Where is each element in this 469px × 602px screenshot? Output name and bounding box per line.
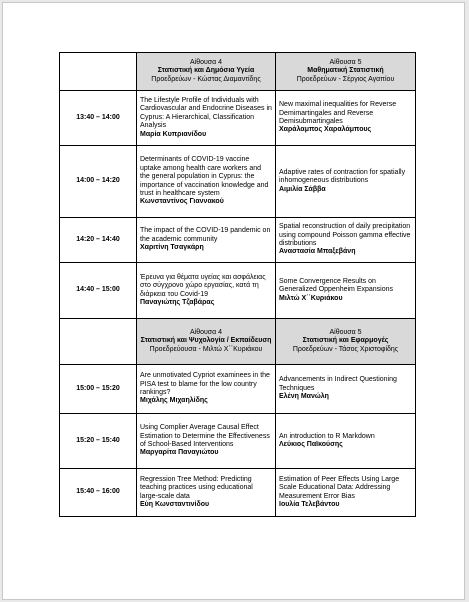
talk-author: Μιλτώ Χ΄΄Κυριάκου — [279, 294, 343, 302]
talk-row — [60, 146, 416, 218]
talk-title: The Lifestyle Profile of Individuals with Cardiovascular and Endocrine Diseases in Cyprus: A Hierarchical, Classification Analysis — [140, 96, 272, 130]
hall-name: Αίθουσα 4 — [189, 58, 223, 66]
hall-name: Αίθουσα 5 — [329, 328, 362, 336]
talk-title: New maximal inequalities for Reverse Demimartingales and Reverse Demisubmartingales — [279, 101, 397, 125]
talk-author: Αιμιλία Σάββα — [279, 185, 326, 193]
hall-name: Αίθουσα 4 — [189, 328, 223, 336]
talk-title: Regression Tree Method: Predicting teaching practices using educational large-scale data — [140, 475, 253, 500]
document-page — [2, 2, 465, 600]
talk-title: Spatial reconstruction of daily precipitation using compound Poisson gamma effective distributions — [279, 223, 411, 247]
talk-author: Χαράλαμπος Χαραλάμπους — [279, 126, 372, 134]
session-header-row — [60, 53, 416, 91]
talk-title: Determinants of COVID-19 vaccine uptake among health care workers and the general population in Cyprus: the importance of vaccination knowledge and trust in healthcare system — [140, 156, 269, 197]
time-slot: 15:00 – 15:20 — [60, 365, 137, 414]
session-topic: Στατιστική και Δημόσια Υγεία — [157, 67, 255, 75]
talk-author: Μαρία Κυπριανίδου — [140, 130, 207, 138]
talk-cell-left — [137, 469, 276, 517]
schedule-table — [59, 52, 416, 517]
talk-cell-right — [276, 218, 416, 263]
talk-cell-left — [137, 263, 276, 319]
talk-author: Λεύκιος Παϊκούσης — [279, 441, 343, 448]
time-header-cell — [60, 53, 137, 91]
talk-cell-right — [276, 365, 416, 414]
talk-cell-right — [276, 469, 416, 517]
talk-title: Έρευνα για θέματα υγείας και ασφάλειας στο σύγχρονο χώρο εργασίας, κατά τη διάρκεια του Covid-19 — [140, 273, 266, 298]
talk-cell-left — [137, 218, 276, 263]
time-slot: 14:40 – 15:00 — [60, 263, 137, 319]
hall-header-right — [276, 53, 416, 91]
time-slot: 14:00 – 14:20 — [60, 146, 137, 218]
time-header-cell — [60, 319, 137, 365]
time-slot: 15:20 – 15:40 — [60, 414, 137, 469]
talk-row — [60, 365, 416, 414]
talk-author: Παναγιώτης Τζαβάρας — [140, 298, 215, 306]
talk-title: Estimation of Peer Effects Using Large Scale Educational Data: Addressing Measurement Error Bias — [279, 475, 400, 500]
time-slot: 13:40 – 14:00 — [60, 91, 137, 146]
time-slot: 14:20 – 14:40 — [60, 218, 137, 263]
session-chair: Προεδρεύων - Σέργιος Αγαπίου — [296, 75, 395, 83]
talk-author: Χαριτίνη Τσαγκάρη — [140, 244, 204, 252]
talk-cell-right — [276, 414, 416, 469]
session-topic: Στατιστική και Εφαρμογές — [302, 337, 389, 345]
talk-title: Adaptive rates of contraction for spatially inhomogeneous distributions — [279, 168, 406, 185]
talk-author: Ελένη Μανώλη — [279, 393, 329, 401]
talk-row — [60, 91, 416, 146]
talk-title: An introduction to R Markdown — [279, 432, 375, 440]
talk-author: Ιουλία Τελεβάντου — [279, 500, 340, 508]
session-header-row — [60, 319, 416, 365]
talk-cell-right — [276, 263, 416, 319]
session-chair: Προεδρεύων - Κώστας Διαμαντίδης — [151, 75, 261, 83]
talk-author: Αναστασία Μπαξεβάνη — [279, 248, 356, 256]
session-topic: Στατιστική και Ψυχολογία / Εκπαίδευση — [140, 337, 272, 345]
session-chair: Προεδρεύουσα - Μιλτώ Χ΄΄Κυριάκου — [149, 345, 263, 353]
talk-title: Using Complier Average Causal Effect Estimation to Determine the Effectiveness of School-Based Interventions — [140, 424, 270, 448]
session-chair: Προεδρεύων - Τάσος Χριστοφίδης — [292, 345, 399, 353]
talk-row — [60, 218, 416, 263]
talk-author: Κωνσταντίνος Γιαννακού — [140, 198, 224, 206]
hall-header-left — [137, 319, 276, 365]
talk-cell-left — [137, 91, 276, 146]
talk-row — [60, 414, 416, 469]
hall-name: Αίθουσα 5 — [329, 58, 362, 66]
talk-row — [60, 469, 416, 517]
talk-title: Some Convergence Results on Generalized Oppenheim Expansions — [279, 277, 394, 294]
talk-author: Μιχάλης Μιχαηλίδης — [140, 397, 208, 405]
hall-header-right — [276, 319, 416, 365]
talk-cell-left — [137, 414, 276, 469]
session-topic: Μαθηματική Στατιστική — [307, 67, 384, 75]
talk-title: The impact of the COVID-19 pandemic on the academic community — [140, 227, 271, 243]
talk-cell-left — [137, 365, 276, 414]
talk-title: Are unmotivated Cypriot examinees in the PISA test to blame for the low country rankings? — [140, 372, 270, 396]
talk-author: Εύη Κωνσταντινίδου — [140, 500, 210, 508]
talk-cell-right — [276, 146, 416, 218]
hall-header-left — [137, 53, 276, 91]
talk-cell-left — [137, 146, 276, 218]
time-slot: 15:40 – 16:00 — [60, 469, 137, 517]
talk-cell-right — [276, 91, 416, 146]
talk-row — [60, 263, 416, 319]
talk-title: Advancements in Indirect Questioning Techniques — [279, 376, 397, 392]
talk-author: Μαργαρίτα Παναγιώτου — [140, 449, 219, 457]
